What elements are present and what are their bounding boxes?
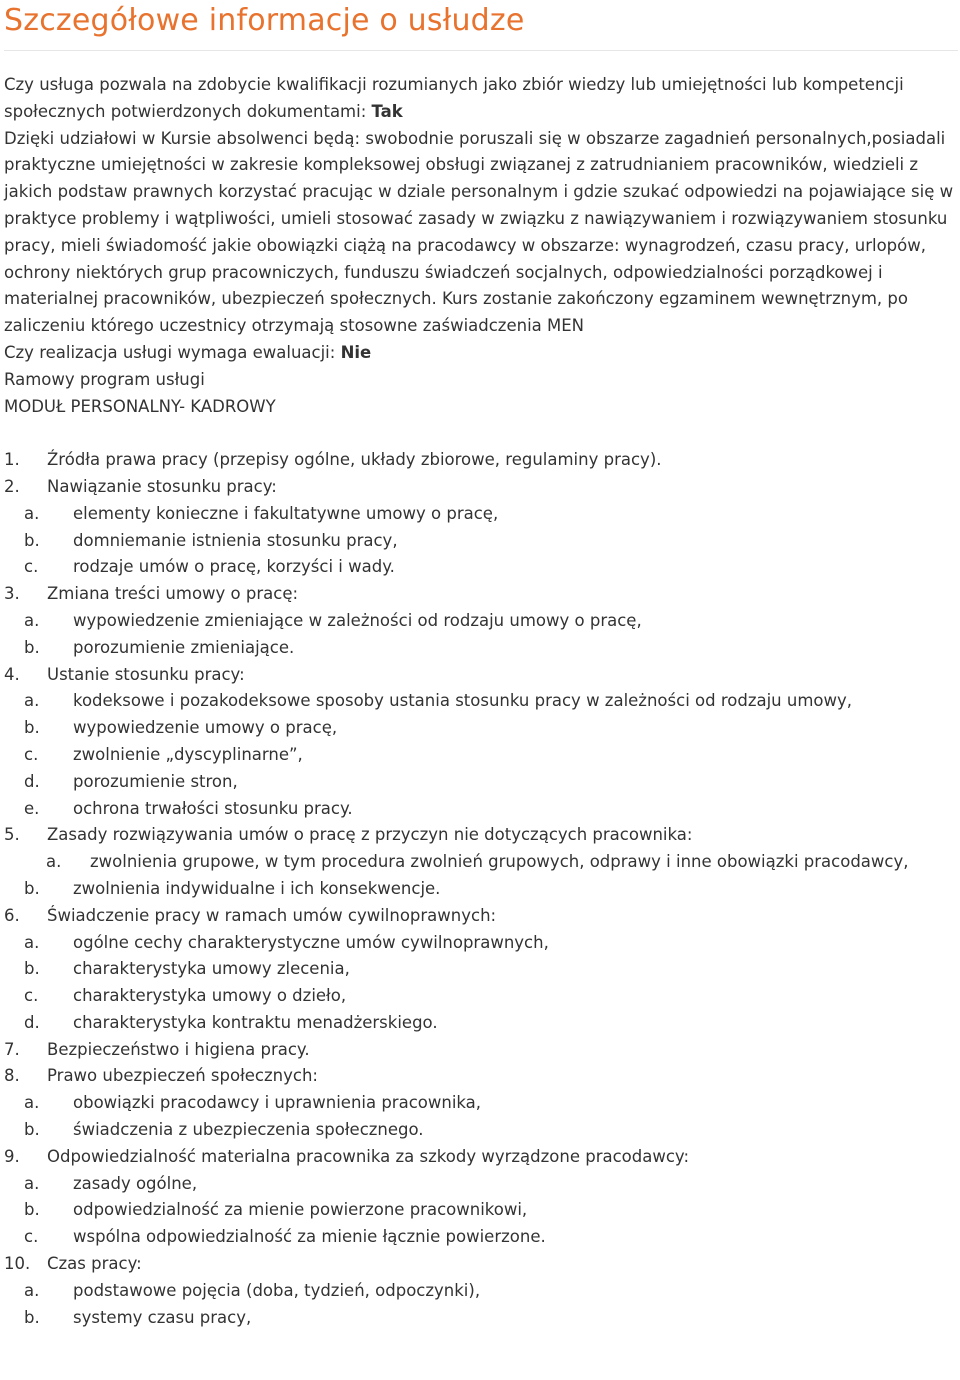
list-subitem (4, 876, 960, 903)
qualification-answer: Tak (371, 101, 403, 121)
item-text: porozumienie stron, (73, 771, 238, 791)
item-text: obowiązki pracodawcy i uprawnienia pracownika, (73, 1093, 482, 1113)
item-text: świadczenia z ubezpieczenia społecznego. (73, 1120, 424, 1140)
item-marker: b. (24, 1307, 40, 1327)
evaluation-answer: Nie (340, 342, 372, 362)
service-description: Dzięki udziałowi w Kursie absolwenci będą: swobodnie poruszali się w obszarze zagadnień personalnych,posiadali praktyczne umiejętności w zakresie kompleksowej obsługi związanej z zatrudnianiem pracowników, wiedzieli z jakich podstaw prawnych korzystać pracując w dziale personalnym i gdzie szukać odpowiedzi na pojawiające się w praktyce problemy i wątpliwości, umieli stosować zasady w związku z nawiązywaniem i rozwiązywaniem stosunku pracy, mieli świadomość jakie obowiązki ciążą na pracodawcy w obszarze: wynagrodzeń, czasu pracy, urlopów, ochrony niektórych grup pracowniczych, funduszu świadczeń socjalnych, odpowiedzialności porządkowej i materialnej pracowników, ubezpieczeń społecznych. Kurs zostanie zakończony egzaminem wewnętrznym, po zaliczeniu którego uczestnicy otrzymają stosowne zaświadczenia MEN (4, 128, 954, 336)
item-text: wypowiedzenie umowy o pracę, (73, 718, 338, 738)
item-marker: d. (24, 771, 40, 791)
item-marker: 8. (4, 1066, 20, 1086)
item-text: podstawowe pojęcia (doba, tydzień, odpoczynki), (73, 1280, 481, 1300)
item-marker: c. (24, 986, 39, 1006)
list-item (4, 447, 960, 474)
list-subitem (4, 715, 960, 742)
item-text: systemy czasu pracy, (73, 1307, 252, 1327)
item-text: charakterystyka umowy zlecenia, (73, 959, 350, 979)
item-text: zwolnienia indywidualne i ich konsekwencje. (73, 878, 441, 898)
item-marker: c. (24, 557, 39, 577)
list-subitem (4, 1171, 960, 1198)
item-marker: a. (24, 1173, 40, 1193)
evaluation-question: Czy realizacja usługi wymaga ewaluacji: (4, 342, 336, 362)
item-marker: c. (24, 1227, 39, 1247)
list-item (4, 1251, 960, 1278)
item-text: elementy konieczne i fakultatywne umowy o pracę, (73, 503, 499, 523)
page-title: Szczegółowe informacje o usłudze (4, 3, 525, 38)
title-divider (4, 50, 958, 51)
list-subitem (4, 554, 960, 581)
item-marker: b. (24, 1120, 40, 1140)
qualification-question: Czy usługa pozwala na zdobycie kwalifikacji rozumianych jako zbiór wiedzy lub umiejętności lub kompetencji społecznych potwierdzonych dokumentami: (4, 75, 904, 121)
item-text: Zmiana treści umowy o pracę: (47, 584, 299, 604)
evaluation-info (4, 340, 956, 367)
list-subitem (4, 742, 960, 769)
list-subitem (4, 1305, 960, 1332)
qualification-info (4, 72, 956, 126)
list-item (4, 822, 960, 849)
list-subitem (4, 688, 960, 715)
item-text: kodeksowe i pozakodeksowe sposoby ustania stosunku pracy w zależności od rodzaju umowy, (73, 691, 853, 711)
item-marker: a. (46, 852, 62, 872)
item-text: rodzaje umów o pracę, korzyści i wady. (73, 557, 395, 577)
item-marker: a. (24, 932, 40, 952)
list-item (4, 1037, 960, 1064)
item-text: domniemanie istnienia stosunku pracy, (73, 530, 398, 550)
item-text: ogólne cechy charakterystyczne umów cywilnoprawnych, (73, 932, 549, 952)
item-text: charakterystyka umowy o dzieło, (73, 986, 347, 1006)
list-subitem (4, 956, 960, 983)
item-text: Odpowiedzialność materialna pracownika za szkody wyrządzone pracodawcy: (47, 1146, 690, 1166)
item-marker: b. (24, 718, 40, 738)
list-subitem (4, 796, 960, 823)
item-text: porozumienie zmieniające. (73, 637, 295, 657)
item-text: Świadczenie pracy w ramach umów cywilnoprawnych: (47, 905, 497, 925)
item-text: Prawo ubezpieczeń społecznych: (47, 1066, 318, 1086)
item-text: Ustanie stosunku pracy: (47, 664, 245, 684)
spacer (4, 420, 960, 447)
item-marker: b. (24, 530, 40, 550)
item-marker: 2. (4, 476, 20, 496)
item-text: Nawiązanie stosunku pracy: (47, 476, 277, 496)
item-text: zwolnienie „dyscyplinarne”, (73, 744, 303, 764)
item-text: Bezpieczeństwo i higiena pracy. (47, 1039, 310, 1059)
program-heading: Ramowy program usługi (4, 369, 205, 389)
module-heading: MODUŁ PERSONALNY- KADROWY (4, 396, 276, 416)
item-marker: 10. (4, 1254, 31, 1274)
item-marker: 7. (4, 1039, 20, 1059)
item-marker: b. (24, 959, 40, 979)
list-item (4, 1144, 960, 1171)
item-text: Zasady rozwiązywania umów o pracę z przyczyn nie dotyczących pracownika: (47, 825, 693, 845)
item-marker: d. (24, 1012, 40, 1032)
item-marker: 4. (4, 664, 20, 684)
item-text: charakterystyka kontraktu menadżerskiego. (73, 1012, 438, 1032)
item-marker: 6. (4, 905, 20, 925)
list-item (4, 581, 960, 608)
item-marker: b. (24, 637, 40, 657)
item-text: zwolnienia grupowe, w tym procedura zwolnień grupowych, odprawy i inne obowiązki pracodawcy, (90, 852, 909, 872)
list-subitem (4, 1117, 960, 1144)
item-text: Czas pracy: (47, 1254, 142, 1274)
item-text: Źródła prawa pracy (przepisy ogólne, układy zbiorowe, regulaminy pracy). (47, 450, 662, 470)
item-text: wypowiedzenie zmieniające w zależności od rodzaju umowy o pracę, (73, 610, 642, 630)
item-marker: 3. (4, 584, 20, 604)
list-subitem (4, 983, 960, 1010)
item-marker: a. (24, 610, 40, 630)
item-marker: 1. (4, 450, 20, 470)
item-text: zasady ogólne, (73, 1173, 198, 1193)
item-marker: c. (24, 744, 39, 764)
item-marker: e. (24, 798, 40, 818)
list-subitem (4, 1090, 960, 1117)
list-subitem (4, 1224, 960, 1251)
item-text: ochrona trwałości stosunku pracy. (73, 798, 353, 818)
list-item (4, 903, 960, 930)
item-marker: a. (24, 1280, 40, 1300)
list-item (4, 1063, 960, 1090)
list-subitem (4, 501, 960, 528)
list-subitem (4, 635, 960, 662)
list-item (4, 662, 960, 689)
item-marker: b. (24, 878, 40, 898)
list-item (4, 474, 960, 501)
list-subitem (4, 528, 960, 555)
list-subitem (4, 608, 960, 635)
list-subitem (4, 1197, 960, 1224)
item-marker: a. (24, 1093, 40, 1113)
item-marker: 9. (4, 1146, 20, 1166)
item-text: odpowiedzialność za mienie powierzone pracownikowi, (73, 1200, 528, 1220)
list-subitem (4, 769, 960, 796)
item-marker: a. (24, 691, 40, 711)
list-subitem-wrapped (4, 849, 956, 876)
list-subitem (4, 1010, 960, 1037)
list-subitem (4, 1278, 960, 1305)
item-marker: 5. (4, 825, 20, 845)
item-marker: a. (24, 503, 40, 523)
item-marker: b. (24, 1200, 40, 1220)
item-text: wspólna odpowiedzialność za mienie łącznie powierzone. (73, 1227, 546, 1247)
list-subitem (4, 930, 960, 957)
program-outline (4, 447, 960, 1331)
